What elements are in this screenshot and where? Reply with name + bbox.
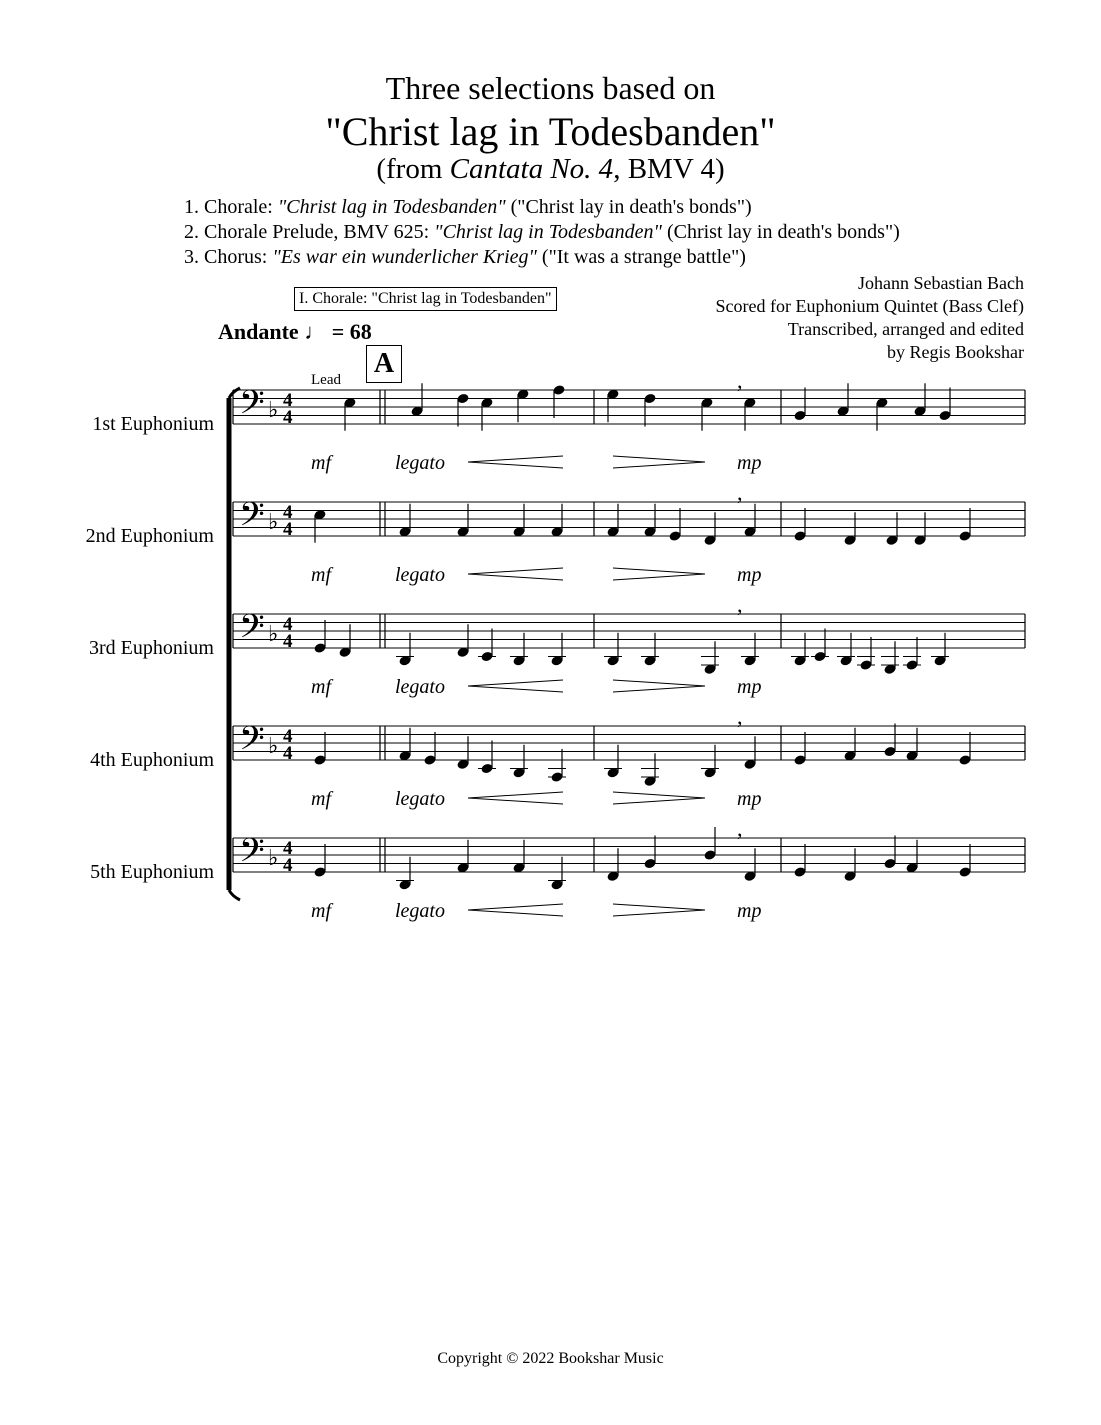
movement-1: 1. Chorale: "Christ lag in Todesbanden" ("Christ lay in death's bonds") (184, 196, 752, 218)
flat-icon: ♭ (268, 510, 279, 535)
lead-label: Lead (311, 372, 341, 388)
dynamic-mp: mp (737, 564, 762, 586)
dynamic-mf: mf (311, 900, 331, 922)
dynamic-mp: mp (737, 676, 762, 698)
flat-icon: ♭ (268, 846, 279, 871)
bass-clef-icon: 𝄢 (239, 720, 265, 766)
staff-3 (233, 608, 1025, 654)
crescendo-hairpin (468, 680, 563, 692)
time-signature: 4 (283, 614, 293, 635)
dynamic-legato: legato (395, 452, 445, 474)
dynamic-legato: legato (395, 900, 445, 922)
svg-text:4: 4 (283, 519, 293, 540)
staff-4 (233, 720, 1025, 766)
copyright: Copyright © 2022 Bookshar Music (437, 1350, 664, 1367)
breath-mark: , (737, 480, 743, 505)
composer: Johann Sebastian Bach (858, 273, 1024, 293)
scored-for: Scored for Euphonium Quintet (Bass Clef) (715, 296, 1024, 316)
time-signature: 4 (283, 390, 293, 411)
decrescendo-hairpin (613, 792, 705, 804)
decrescendo-hairpin (613, 456, 705, 468)
dynamic-mp: mp (737, 788, 762, 810)
bass-clef-icon: 𝄢 (239, 608, 265, 654)
instrument-name-5: 5th Euphonium (90, 861, 214, 883)
movement-2: 2. Chorale Prelude, BMV 625: "Christ lag in Todesbanden" (Christ lay in death's bonds") (184, 221, 900, 243)
breath-mark: , (737, 592, 743, 617)
crescendo-hairpin (468, 456, 563, 468)
arranged-credit: Transcribed, arranged and edited (787, 319, 1024, 339)
movement-3: 3. Chorus: "Es war ein wunderlicher Krieg" ("It was a strange battle") (184, 246, 746, 268)
breath-mark: , (737, 816, 743, 841)
decrescendo-hairpin (613, 680, 705, 692)
main-title: "Christ lag in Todesbanden" (325, 109, 776, 154)
rehearsal-mark: A (366, 345, 402, 383)
quarter-note-icon: ♩ (304, 319, 327, 344)
time-signature: 4 (283, 838, 293, 859)
dynamic-mf: mf (311, 564, 331, 586)
time-signature: 4 (283, 502, 293, 523)
dynamic-legato: legato (395, 676, 445, 698)
dynamic-mp: mp (737, 452, 762, 474)
instrument-name-2: 2nd Euphonium (85, 525, 214, 547)
bass-clef-icon: 𝄢 (239, 384, 265, 430)
crescendo-hairpin (468, 792, 563, 804)
staff-2 (233, 496, 1025, 542)
dynamic-mf: mf (311, 788, 331, 810)
svg-text:4: 4 (283, 407, 293, 428)
breath-mark: , (737, 368, 743, 393)
instrument-name-3: 3rd Euphonium (89, 637, 214, 659)
breath-mark: , (737, 704, 743, 729)
flat-icon: ♭ (268, 734, 279, 759)
subtitle: (from Cantata No. 4, BMV 4) (376, 153, 725, 185)
arranger: by Regis Bookshar (887, 342, 1024, 362)
staff-1 (233, 384, 1025, 430)
dynamic-mf: mf (311, 452, 331, 474)
svg-text:4: 4 (283, 855, 293, 876)
section-label: I. Chorale: "Christ lag in Todesbanden" (294, 287, 557, 311)
time-signature: 4 (283, 726, 293, 747)
dynamic-legato: legato (395, 788, 445, 810)
instrument-name-4: 4th Euphonium (90, 749, 214, 771)
instrument-name-1: 1st Euphonium (92, 413, 214, 435)
staff-5 (233, 832, 1025, 878)
svg-text:4: 4 (283, 631, 293, 652)
bass-clef-icon: 𝄢 (239, 832, 265, 878)
bass-clef-icon: 𝄢 (239, 496, 265, 542)
decrescendo-hairpin (613, 568, 705, 580)
dynamic-legato: legato (395, 564, 445, 586)
svg-text:4: 4 (283, 743, 293, 764)
decrescendo-hairpin (613, 904, 705, 916)
crescendo-hairpin (468, 568, 563, 580)
dynamic-mf: mf (311, 676, 331, 698)
crescendo-hairpin (468, 904, 563, 916)
flat-icon: ♭ (268, 622, 279, 647)
dynamic-mp: mp (737, 900, 762, 922)
tempo-marking: Andante ♩ = 68 (218, 319, 372, 344)
title-line-1: Three selections based on (385, 70, 716, 106)
flat-icon: ♭ (268, 398, 279, 423)
